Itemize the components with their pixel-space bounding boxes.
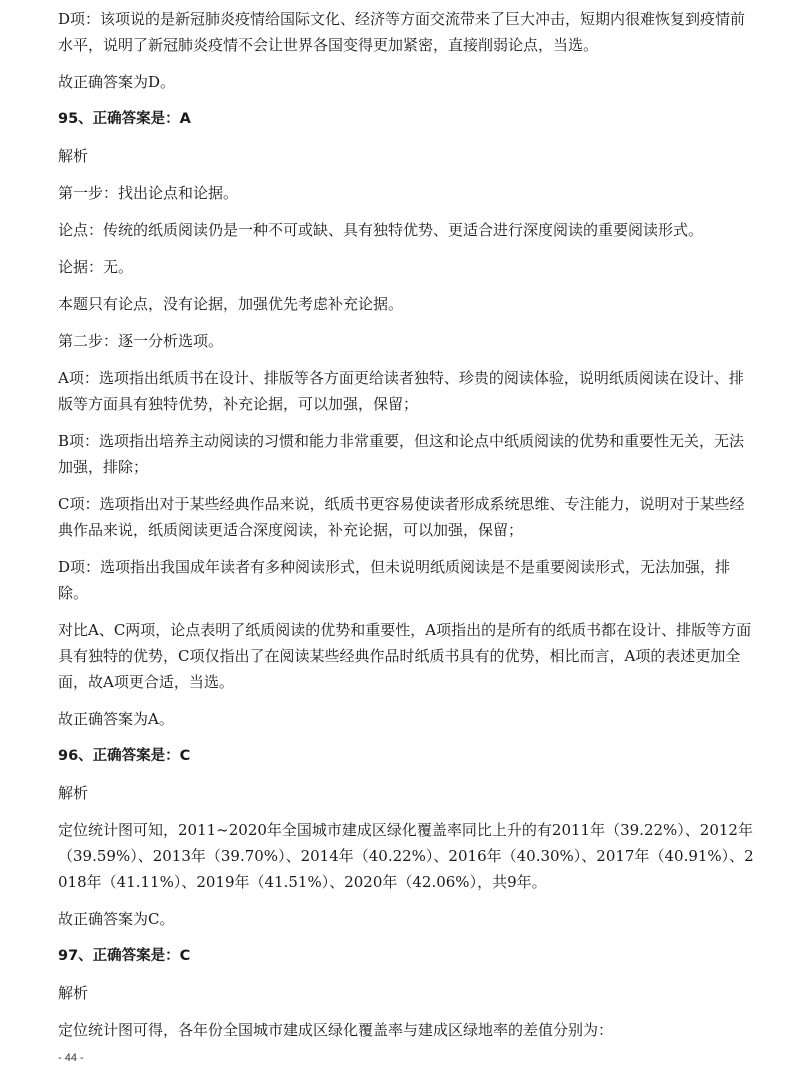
paragraph: B项：选项指出培养主动阅读的习惯和能力非常重要，但这和论点中纸质阅读的优势和重要性无关，无法加强，排除； (58, 432, 745, 476)
paragraph: 第一步：找出论点和论据。 (58, 184, 239, 202)
paragraph: D项：选项指出我国成年读者有多种阅读形式，但未说明纸质阅读是不是重要阅读形式，无法加强，排除。 (58, 558, 731, 602)
document-body (58, 6, 758, 1054)
paragraph: D项：该项说的是新冠肺炎疫情给国际文化、经济等方面交流带来了巨大冲击，短期内很难恢复到疫情前水平，说明了新冠肺炎疫情不会让世界各国变得更加紧密，直接削弱论点，当选。 (58, 10, 746, 54)
paragraph: 第二步：逐一分析选项。 (58, 332, 224, 350)
paragraph: 解析 (58, 984, 89, 1002)
paragraph: 解析 (58, 784, 89, 802)
paragraph: 故正确答案为A。 (58, 710, 174, 728)
paragraph: C项：选项指出对于某些经典作品来说，纸质书更容易使读者形成系统思维、专注能力，说明对于某些经典作品来说，纸质阅读更适合深度阅读，补充论据，可以加强，保留； (58, 495, 745, 539)
paragraph: 本题只有论点，没有论据，加强优先考虑补充论据。 (58, 295, 404, 313)
paragraph: 故正确答案为C。 (58, 910, 175, 928)
paragraph: 定位统计图可知，2011~2020年全国城市建成区绿化覆盖率同比上升的有2011年（39.22%）、2012年（39.59%）、2013年（39.70%）、2014年（40.22%）、2016年（40.30%）、2017年（40.91%）、2018年（41.11%）、2019年（41.51%）、2020年（42.06%），共9年。 (58, 821, 754, 891)
answer-heading: 97、正确答案是：C (58, 948, 191, 964)
paragraph: 故正确答案为D。 (58, 73, 176, 91)
paragraph: A项：选项指出纸质书在设计、排版等各方面更给读者独特、珍贵的阅读体验，说明纸质阅读在设计、排版等方面具有独特优势，补充论据，可以加强，保留； (58, 369, 744, 413)
answer-heading: 96、正确答案是：C (58, 748, 191, 764)
paragraph: 论点：传统的纸质阅读仍是一种不可或缺、具有独特优势、更适合进行深度阅读的重要阅读形式。 (58, 221, 704, 239)
answer-heading: 95、正确答案是：A (58, 111, 191, 127)
paragraph: 定位统计图可得，各年份全国城市建成区绿化覆盖率与建成区绿地率的差值分别为： (58, 1021, 614, 1039)
paragraph: 论据：无。 (58, 258, 134, 276)
paragraph: 对比A、C两项，论点表明了纸质阅读的优势和重要性，A项指出的是所有的纸质书都在设计、排版等方面具有独特的优势，C项仅指出了在阅读某些经典作品时纸质书具有的优势，相比而言，A项的表述更加全面，故A项更合适，当选。 (58, 621, 752, 691)
page-number: - 44 - (58, 1052, 84, 1064)
paragraph: 解析 (58, 147, 89, 165)
